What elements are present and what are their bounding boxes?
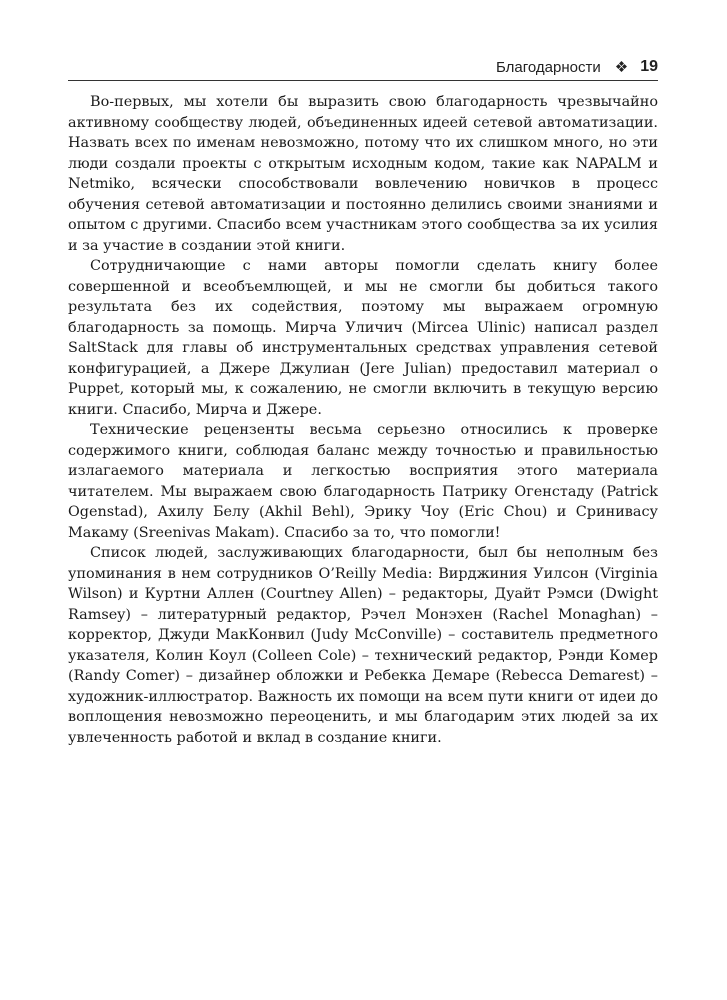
paragraph: Сотрудничающие с нами авторы помогли сделать книгу более совершенной и всеобъемлющей, и мы не смогли бы добиться такого результата без их содействия, поэтому мы выражаем огромную благодарность за помощь. Мирча Уличич (Mircea Ulinic) написал раздел SaltStack для главы об инструментальных средствах управления сетевой конфигурацией, а Джере Джулиан (Jere Julian) предоставил материал о Puppet, который мы, к сожалению, не смогли включить в текущую версию книги. Спасибо, Мирча и Джере. [68,258,658,418]
section-title: Благодарности [496,58,601,76]
body-text [68,92,658,748]
header-rule [68,80,658,81]
ornament-icon: ❖ [614,58,629,76]
paragraph: Технические рецензенты весьма серьезно относились к проверке содержимого книги, соблюдая баланс между точностью и правильностью излагаемого материала и легкостью восприятия этого материала читателем. Мы выражаем свою благодарность Патрику Огенстаду (Patrick Ogenstad), Ахилу Белу (Akhil Behl), Эрику Чоу (Eric Chou) и Сринивасу Макаму (Sreenivas Makam). Спасибо за то, что помогли! [68,422,658,541]
page-number: 19 [640,58,658,75]
paragraph: Во-первых, мы хотели бы выразить свою благодарность чрезвычайно активному сообществу людей, объединенных идеей сетевой автоматизации. Назвать всех по именам невозможно, потому что их слишком много, но эти люди создали проекты с открытым исходным кодом, такие как NAPALM и Netmiko, всячески способствовали вовлечению новичков в процесс обучения сетевой автоматизации и постоянно делились своими знаниями и опытом с другими. Спасибо всем участникам этого сообщества за их усилия и за участие в создании этой книги. [68,94,658,254]
paragraph: Список людей, заслуживающих благодарности, был бы неполным без упоминания в нем сотрудников O’Reilly Media: Вирджиния Уилсон (Virginia Wilson) и Куртни Аллен (Courtney Allen) – редакторы, Дуайт Рэмси (Dwight Ramsey) – литературный редактор, Рэчел Монэхен (Rachel Monaghan) – корректор, Джуди МакКонвил (Judy McConville) – составитель предметного указателя, Колин Коул (Colleen Cole) – технический редактор, Рэнди Комер (Randy Comer) – дизайнер обложки и Ребекка Демаре (Rebecca Demarest) – художник-иллюстратор. Важность их помощи на всем пути книги от идеи до воплощения невозможно переоценить, и мы благодарим этих людей за их увлеченность работой и вклад в создание книги. [68,545,658,746]
running-head [68,55,658,79]
